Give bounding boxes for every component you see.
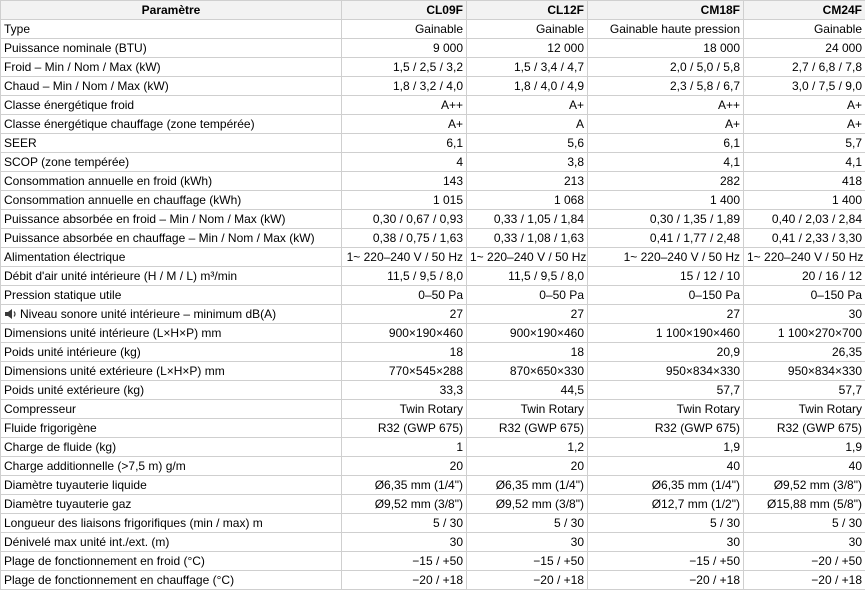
row-label: Classe énergétique froid bbox=[4, 98, 135, 112]
table-cell: 1 100×190×460 bbox=[588, 324, 744, 343]
table-cell: 18 bbox=[467, 343, 588, 362]
row-label-cell bbox=[1, 514, 342, 533]
table-cell: Twin Rotary bbox=[588, 400, 744, 419]
table-cell: 0,30 / 0,67 / 0,93 bbox=[342, 210, 467, 229]
table-cell: 1,8 / 3,2 / 4,0 bbox=[342, 77, 467, 96]
table-cell: 3,8 bbox=[467, 153, 588, 172]
table-cell: R32 (GWP 675) bbox=[744, 419, 865, 438]
table-cell: 0,38 / 0,75 / 1,63 bbox=[342, 229, 467, 248]
table-cell: 20,9 bbox=[588, 343, 744, 362]
table-cell: 1~ 220–240 V / 50 Hz bbox=[744, 248, 865, 267]
table-cell: Ø9,52 mm (3/8") bbox=[467, 495, 588, 514]
row-label: Débit d'air unité intérieure (H / M / L) m³/min bbox=[4, 269, 238, 283]
table-cell: 24 000 bbox=[744, 39, 865, 58]
table-cell: A++ bbox=[342, 96, 467, 115]
table-cell: 1,9 bbox=[588, 438, 744, 457]
row-label: Diamètre tuyauterie gaz bbox=[4, 497, 132, 511]
table-cell: A+ bbox=[467, 96, 588, 115]
table-cell: Ø6,35 mm (1/4") bbox=[588, 476, 744, 495]
row-label-cell bbox=[1, 248, 342, 267]
table-row bbox=[1, 172, 865, 191]
row-label-cell bbox=[1, 552, 342, 571]
table-cell: −20 / +18 bbox=[588, 571, 744, 590]
table-cell: R32 (GWP 675) bbox=[342, 419, 467, 438]
table-cell: 0,33 / 1,08 / 1,63 bbox=[467, 229, 588, 248]
table-row bbox=[1, 58, 865, 77]
table-cell: Ø9,52 mm (3/8") bbox=[744, 476, 865, 495]
table-cell: 1,8 / 4,0 / 4,9 bbox=[467, 77, 588, 96]
table-cell: 213 bbox=[467, 172, 588, 191]
table-row bbox=[1, 77, 865, 96]
table-cell: 30 bbox=[588, 533, 744, 552]
row-label: Dénivelé max unité int./ext. (m) bbox=[4, 535, 170, 549]
row-label: Niveau sonore unité intérieure – minimum dB(A) bbox=[20, 307, 277, 321]
table-cell: −15 / +50 bbox=[588, 552, 744, 571]
row-label: Froid – Min / Nom / Max (kW) bbox=[4, 60, 161, 74]
row-label-cell bbox=[1, 96, 342, 115]
table-cell: Twin Rotary bbox=[744, 400, 865, 419]
table-cell: Ø15,88 mm (5/8") bbox=[744, 495, 865, 514]
table-cell: 33,3 bbox=[342, 381, 467, 400]
table-cell: 1 400 bbox=[744, 191, 865, 210]
row-label-cell bbox=[1, 400, 342, 419]
table-cell: Gainable bbox=[467, 20, 588, 39]
table-cell: 30 bbox=[744, 305, 865, 324]
table-row bbox=[1, 153, 865, 172]
row-label-cell bbox=[1, 362, 342, 381]
table-cell: −15 / +50 bbox=[467, 552, 588, 571]
table-cell: 30 bbox=[342, 533, 467, 552]
table-cell: 950×834×330 bbox=[744, 362, 865, 381]
row-label: Puissance absorbée en chauffage – Min / Nom / Max (kW) bbox=[4, 231, 315, 245]
table-row bbox=[1, 210, 865, 229]
table-cell: 27 bbox=[342, 305, 467, 324]
table-cell: 0–150 Pa bbox=[744, 286, 865, 305]
table-cell: 6,1 bbox=[588, 134, 744, 153]
row-label-cell bbox=[1, 419, 342, 438]
table-cell: A+ bbox=[744, 115, 865, 134]
table-cell: 5 / 30 bbox=[744, 514, 865, 533]
table-cell: 0–50 Pa bbox=[467, 286, 588, 305]
row-label-cell bbox=[1, 153, 342, 172]
table-cell: 20 bbox=[467, 457, 588, 476]
table-cell: 27 bbox=[588, 305, 744, 324]
table-cell: 20 / 16 / 12 bbox=[744, 267, 865, 286]
header-model: CM18F bbox=[588, 1, 744, 20]
table-cell: 5 / 30 bbox=[467, 514, 588, 533]
table-cell: 15 / 12 / 10 bbox=[588, 267, 744, 286]
table-cell: 950×834×330 bbox=[588, 362, 744, 381]
row-label: Longueur des liaisons frigorifiques (min / max) m bbox=[4, 516, 263, 530]
table-cell: 12 000 bbox=[467, 39, 588, 58]
table-cell: 900×190×460 bbox=[342, 324, 467, 343]
row-label-cell bbox=[1, 39, 342, 58]
table-cell: 40 bbox=[744, 457, 865, 476]
table-cell: 1,5 / 2,5 / 3,2 bbox=[342, 58, 467, 77]
table-cell: 0–150 Pa bbox=[588, 286, 744, 305]
row-label-cell bbox=[1, 77, 342, 96]
row-label: Dimensions unité extérieure (L×H×P) mm bbox=[4, 364, 225, 378]
table-row bbox=[1, 438, 865, 457]
row-label: Charge de fluide (kg) bbox=[4, 440, 117, 454]
table-cell: 5,6 bbox=[467, 134, 588, 153]
row-label: Alimentation électrique bbox=[4, 250, 126, 264]
table-cell: R32 (GWP 675) bbox=[588, 419, 744, 438]
table-row bbox=[1, 476, 865, 495]
header-row bbox=[1, 1, 865, 20]
row-label: Diamètre tuyauterie liquide bbox=[4, 478, 147, 492]
row-label: Dimensions unité intérieure (L×H×P) mm bbox=[4, 326, 222, 340]
table-row bbox=[1, 305, 865, 324]
table-cell: 2,7 / 6,8 / 7,8 bbox=[744, 58, 865, 77]
table-cell: 1 068 bbox=[467, 191, 588, 210]
table-cell: 6,1 bbox=[342, 134, 467, 153]
row-label: Chaud – Min / Nom / Max (kW) bbox=[4, 79, 169, 93]
row-label: Type bbox=[4, 22, 31, 36]
row-label-cell bbox=[1, 58, 342, 77]
table-cell: 26,35 bbox=[744, 343, 865, 362]
row-label-cell bbox=[1, 438, 342, 457]
table-cell: 1 bbox=[342, 438, 467, 457]
row-label-cell bbox=[1, 305, 342, 324]
table-row bbox=[1, 191, 865, 210]
table-cell: 20 bbox=[342, 457, 467, 476]
table-row bbox=[1, 533, 865, 552]
table-cell: 5 / 30 bbox=[588, 514, 744, 533]
row-label: Pression statique utile bbox=[4, 288, 122, 302]
header-model: CL09F bbox=[342, 1, 467, 20]
table-row bbox=[1, 20, 865, 39]
table-cell: 40 bbox=[588, 457, 744, 476]
table-row bbox=[1, 267, 865, 286]
table-row bbox=[1, 134, 865, 153]
row-label: Puissance absorbée en froid – Min / Nom / Max (kW) bbox=[4, 212, 286, 226]
row-label-cell bbox=[1, 115, 342, 134]
row-label-cell bbox=[1, 457, 342, 476]
table-cell: 2,0 / 5,0 / 5,8 bbox=[588, 58, 744, 77]
speaker-icon bbox=[4, 307, 18, 319]
table-cell: −15 / +50 bbox=[342, 552, 467, 571]
table-cell: 4 bbox=[342, 153, 467, 172]
table-cell: 0–50 Pa bbox=[342, 286, 467, 305]
row-label-cell bbox=[1, 286, 342, 305]
table-row bbox=[1, 571, 865, 590]
table-cell: Gainable bbox=[744, 20, 865, 39]
row-label-cell bbox=[1, 229, 342, 248]
table-cell: 11,5 / 9,5 / 8,0 bbox=[467, 267, 588, 286]
table-row bbox=[1, 229, 865, 248]
table-cell: Twin Rotary bbox=[467, 400, 588, 419]
table-cell: 5 / 30 bbox=[342, 514, 467, 533]
row-label: Plage de fonctionnement en chauffage (°C) bbox=[4, 573, 235, 587]
table-row bbox=[1, 324, 865, 343]
table-cell: 18 000 bbox=[588, 39, 744, 58]
table-cell: 18 bbox=[342, 343, 467, 362]
row-label-cell bbox=[1, 172, 342, 191]
table-cell: 4,1 bbox=[588, 153, 744, 172]
table-cell: A+ bbox=[588, 115, 744, 134]
table-row bbox=[1, 400, 865, 419]
table-cell: Twin Rotary bbox=[342, 400, 467, 419]
table-cell: 282 bbox=[588, 172, 744, 191]
table-cell: A bbox=[467, 115, 588, 134]
table-cell: 1 400 bbox=[588, 191, 744, 210]
table-cell: 57,7 bbox=[744, 381, 865, 400]
table-cell: 27 bbox=[467, 305, 588, 324]
row-label-cell bbox=[1, 267, 342, 286]
row-label: Poids unité intérieure (kg) bbox=[4, 345, 141, 359]
row-label-cell bbox=[1, 381, 342, 400]
table-cell: 870×650×330 bbox=[467, 362, 588, 381]
table-cell: 9 000 bbox=[342, 39, 467, 58]
row-label-cell bbox=[1, 571, 342, 590]
row-label: Puissance nominale (BTU) bbox=[4, 41, 147, 55]
table-cell: 1~ 220–240 V / 50 Hz bbox=[342, 248, 467, 267]
table-cell: 770×545×288 bbox=[342, 362, 467, 381]
table-cell: 30 bbox=[744, 533, 865, 552]
table-cell: 143 bbox=[342, 172, 467, 191]
row-label-cell bbox=[1, 476, 342, 495]
row-label-cell bbox=[1, 20, 342, 39]
table-body bbox=[1, 20, 865, 590]
row-label-cell bbox=[1, 191, 342, 210]
table-row bbox=[1, 248, 865, 267]
table-cell: 0,41 / 2,33 / 3,30 bbox=[744, 229, 865, 248]
header-model: CM24F bbox=[744, 1, 865, 20]
table-row bbox=[1, 552, 865, 571]
table-row bbox=[1, 286, 865, 305]
table-cell: 900×190×460 bbox=[467, 324, 588, 343]
row-label-cell bbox=[1, 343, 342, 362]
row-label: Consommation annuelle en froid (kWh) bbox=[4, 174, 213, 188]
table-row bbox=[1, 39, 865, 58]
table-cell: R32 (GWP 675) bbox=[467, 419, 588, 438]
row-label: SEER bbox=[4, 136, 37, 150]
row-label-cell bbox=[1, 533, 342, 552]
row-label: Compresseur bbox=[4, 402, 77, 416]
table-row bbox=[1, 96, 865, 115]
table-cell: −20 / +50 bbox=[744, 552, 865, 571]
table-cell: A++ bbox=[588, 96, 744, 115]
table-cell: 1~ 220–240 V / 50 Hz bbox=[588, 248, 744, 267]
table-cell: 57,7 bbox=[588, 381, 744, 400]
table-cell: 1,2 bbox=[467, 438, 588, 457]
table-cell: 30 bbox=[467, 533, 588, 552]
row-label: SCOP (zone tempérée) bbox=[4, 155, 130, 169]
table-cell: 1,5 / 3,4 / 4,7 bbox=[467, 58, 588, 77]
table-cell: Ø6,35 mm (1/4") bbox=[342, 476, 467, 495]
table-cell: 11,5 / 9,5 / 8,0 bbox=[342, 267, 467, 286]
table-cell: −20 / +18 bbox=[467, 571, 588, 590]
table-row bbox=[1, 457, 865, 476]
table-cell: A+ bbox=[744, 96, 865, 115]
row-label-cell bbox=[1, 134, 342, 153]
table-cell: −20 / +18 bbox=[744, 571, 865, 590]
table-cell: Gainable bbox=[342, 20, 467, 39]
table-cell: 0,30 / 1,35 / 1,89 bbox=[588, 210, 744, 229]
row-label: Fluide frigorigène bbox=[4, 421, 97, 435]
table-row bbox=[1, 381, 865, 400]
table-cell: 0,41 / 1,77 / 2,48 bbox=[588, 229, 744, 248]
row-label: Classe énergétique chauffage (zone tempérée) bbox=[4, 117, 255, 131]
table-cell: 0,33 / 1,05 / 1,84 bbox=[467, 210, 588, 229]
table-row bbox=[1, 343, 865, 362]
header-model: CL12F bbox=[467, 1, 588, 20]
row-label-cell bbox=[1, 495, 342, 514]
table-cell: −20 / +18 bbox=[342, 571, 467, 590]
table-row bbox=[1, 495, 865, 514]
table-cell: 4,1 bbox=[744, 153, 865, 172]
table-row bbox=[1, 362, 865, 381]
table-row bbox=[1, 514, 865, 533]
table-cell: 0,40 / 2,03 / 2,84 bbox=[744, 210, 865, 229]
table-cell: 1,9 bbox=[744, 438, 865, 457]
table-cell: Ø9,52 mm (3/8") bbox=[342, 495, 467, 514]
row-label-cell bbox=[1, 210, 342, 229]
table-cell: 418 bbox=[744, 172, 865, 191]
header-param: Paramètre bbox=[1, 1, 342, 20]
row-label: Poids unité extérieure (kg) bbox=[4, 383, 145, 397]
row-label: Charge additionnelle (>7,5 m) g/m bbox=[4, 459, 186, 473]
table-cell: 1~ 220–240 V / 50 Hz bbox=[467, 248, 588, 267]
table-row bbox=[1, 115, 865, 134]
row-label-cell bbox=[1, 324, 342, 343]
table-cell: 44,5 bbox=[467, 381, 588, 400]
table-cell: Ø6,35 mm (1/4") bbox=[467, 476, 588, 495]
table-cell: A+ bbox=[342, 115, 467, 134]
table-cell: 1 100×270×700 bbox=[744, 324, 865, 343]
row-label: Consommation annuelle en chauffage (kWh) bbox=[4, 193, 242, 207]
row-label: Plage de fonctionnement en froid (°C) bbox=[4, 554, 205, 568]
table-cell: 5,7 bbox=[744, 134, 865, 153]
table-cell: 1 015 bbox=[342, 191, 467, 210]
table-cell: Ø12,7 mm (1/2") bbox=[588, 495, 744, 514]
table-cell: 2,3 / 5,8 / 6,7 bbox=[588, 77, 744, 96]
table-row bbox=[1, 419, 865, 438]
table-cell: 3,0 / 7,5 / 9,0 bbox=[744, 77, 865, 96]
table-cell: Gainable haute pression bbox=[588, 20, 744, 39]
